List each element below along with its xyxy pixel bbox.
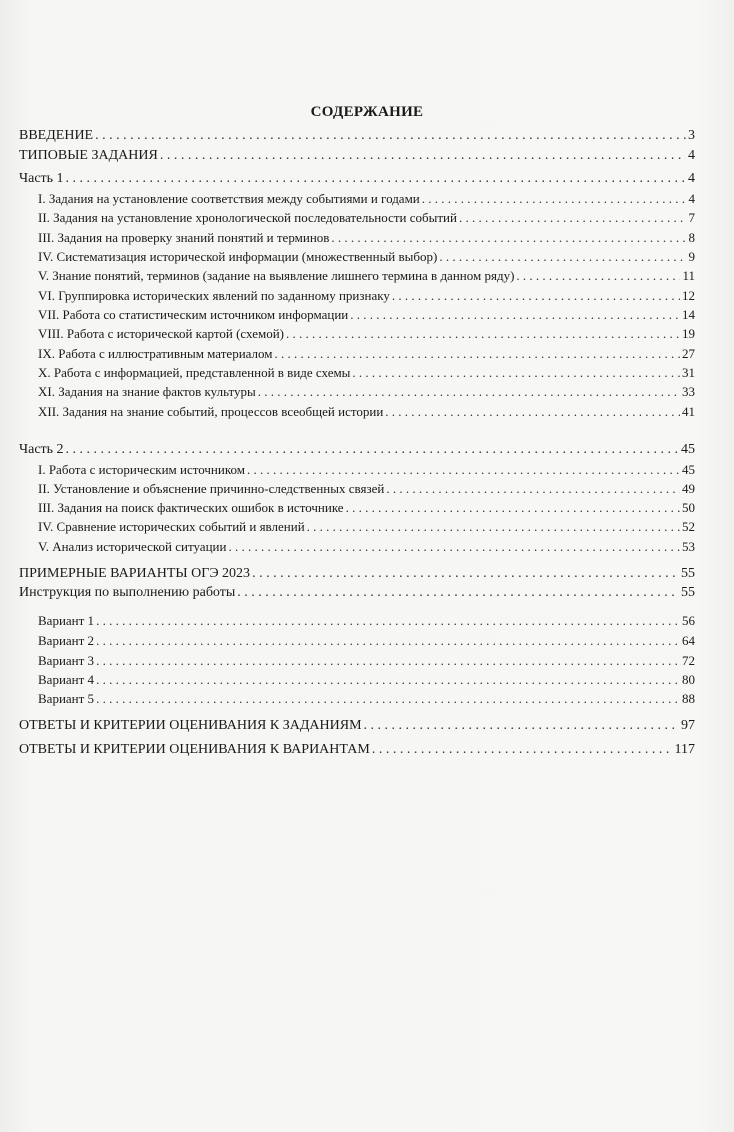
toc-entry-answers-tasks bbox=[19, 717, 695, 735]
toc-entry-sample-variants bbox=[19, 565, 695, 583]
toc-leader-dots bbox=[275, 345, 680, 363]
toc-entry-page: 12 bbox=[682, 288, 695, 303]
toc-entry-part1-item bbox=[38, 364, 695, 382]
toc-leader-dots bbox=[95, 127, 686, 145]
toc-leader-dots bbox=[439, 248, 686, 266]
toc-leader-dots bbox=[96, 671, 680, 689]
page-title: СОДЕРЖАНИЕ bbox=[310, 104, 424, 120]
toc-entry-page: 49 bbox=[682, 481, 695, 496]
toc-entry-page: 64 bbox=[682, 633, 695, 648]
toc-entry-text: Часть 2 bbox=[19, 442, 64, 457]
toc-entry-page: 88 bbox=[682, 691, 695, 706]
toc-entry-part1-item bbox=[38, 229, 695, 247]
toc-leader-dots bbox=[392, 287, 680, 305]
toc-entry-page: 11 bbox=[682, 268, 695, 283]
toc-entry-part1-item bbox=[38, 190, 695, 208]
toc-entry-page: 14 bbox=[682, 307, 695, 322]
toc-entry-text: XII. Задания на знание событий, процессов всеобщей истории bbox=[38, 404, 384, 419]
toc-entry-part1-item bbox=[38, 403, 695, 421]
toc-entry-text: IX. Работа с иллюстративным материалом bbox=[38, 346, 273, 361]
toc-leader-dots bbox=[96, 652, 680, 670]
toc-entry-text: ОТВЕТЫ И КРИТЕРИИ ОЦЕНИВАНИЯ К ЗАДАНИЯМ bbox=[19, 718, 362, 733]
toc-leader-dots bbox=[350, 306, 680, 324]
toc-leader-dots bbox=[96, 632, 680, 650]
toc-entry-page: 50 bbox=[682, 500, 695, 515]
toc-entry-variant bbox=[38, 690, 695, 708]
toc-entry-part1-item bbox=[38, 306, 695, 324]
toc-entry-text: I. Работа с историческим источником bbox=[38, 462, 245, 477]
toc-entry-text: VIII. Работа с исторической картой (схемой) bbox=[38, 326, 284, 341]
toc-leader-dots bbox=[459, 209, 687, 227]
toc-entry-part-1 bbox=[19, 170, 695, 188]
toc-entry-text: XI. Задания на знание фактов культуры bbox=[38, 384, 256, 399]
toc-leader-dots bbox=[307, 518, 680, 536]
toc-leader-dots bbox=[96, 690, 680, 708]
toc-entry-text: V. Знание понятий, терминов (задание на выявление лишнего термина в данном ряду) bbox=[38, 268, 515, 283]
toc-leader-dots bbox=[352, 364, 680, 382]
toc-entry-page: 8 bbox=[688, 230, 695, 245]
toc-entry-answers-variants bbox=[19, 741, 695, 759]
toc-entry-page: 72 bbox=[682, 653, 695, 668]
toc-entry-part2-item bbox=[38, 518, 695, 536]
toc-entry-page: 55 bbox=[681, 585, 695, 600]
toc-entry-page: 41 bbox=[682, 404, 695, 419]
toc-entry-text: Вариант 5 bbox=[38, 691, 95, 706]
toc-leader-dots bbox=[372, 741, 673, 759]
toc-leader-dots bbox=[346, 499, 680, 517]
toc-entry-text: ТИПОВЫЕ ЗАДАНИЯ bbox=[19, 148, 158, 163]
toc-entry-page: 80 bbox=[682, 672, 695, 687]
toc-entry-variant bbox=[38, 632, 695, 650]
toc-leader-dots bbox=[422, 190, 687, 208]
toc-entry-part1-item bbox=[38, 345, 695, 363]
toc-leader-dots bbox=[228, 538, 680, 556]
toc-entry-page: 56 bbox=[682, 613, 695, 628]
toc-entry-text: ОТВЕТЫ И КРИТЕРИИ ОЦЕНИВАНИЯ К ВАРИАНТАМ bbox=[19, 742, 370, 757]
toc-entry-text: III. Задания на поиск фактических ошибок в источнике bbox=[38, 500, 344, 515]
toc-entry-part2-item bbox=[38, 499, 695, 517]
toc-entry-text: V. Анализ исторической ситуации bbox=[38, 539, 227, 554]
toc-entry-part2-item bbox=[38, 480, 695, 498]
toc-entry-part1-item bbox=[38, 287, 695, 305]
toc-entry-page: 4 bbox=[688, 148, 695, 163]
toc-entry-variant bbox=[38, 652, 695, 670]
toc-entry-part2-item bbox=[38, 461, 695, 479]
toc-entry-variant bbox=[38, 671, 695, 689]
toc-entry-text: Вариант 3 bbox=[38, 653, 95, 668]
toc-entry-text: Часть 1 bbox=[19, 171, 64, 186]
toc-entry-text: I. Задания на установление соответствия между событиями и годами bbox=[38, 191, 420, 206]
toc-leader-dots bbox=[96, 612, 680, 630]
toc-entry-text: II. Задания на установление хронологической последовательности событий bbox=[38, 210, 457, 225]
toc-entry-text: ПРИМЕРНЫЕ ВАРИАНТЫ ОГЭ 2023 bbox=[19, 566, 251, 581]
toc-leader-dots bbox=[258, 383, 680, 401]
toc-entry-text: ВВЕДЕНИЕ bbox=[19, 128, 94, 143]
toc-leader-dots bbox=[66, 170, 686, 188]
toc-entry-part1-item bbox=[38, 325, 695, 343]
toc-entry-page: 45 bbox=[682, 462, 695, 477]
toc-entry-text: Вариант 4 bbox=[38, 672, 95, 687]
toc-entry-text: VI. Группировка исторических явлений по заданному признаку bbox=[38, 288, 390, 303]
toc-entry-page: 19 bbox=[682, 326, 695, 341]
toc-entry-page: 33 bbox=[682, 384, 695, 399]
toc-entry-text: Инструкция по выполнению работы bbox=[19, 585, 236, 600]
toc-entry-variant bbox=[38, 612, 695, 630]
toc-entry-page: 117 bbox=[674, 742, 695, 757]
toc-entry-page: 4 bbox=[688, 171, 695, 186]
toc-entry-part-2 bbox=[19, 441, 695, 459]
toc-entry-part2-item bbox=[38, 538, 695, 556]
toc-entry-text: III. Задания на проверку знаний понятий и терминов bbox=[38, 230, 330, 245]
toc-leader-dots bbox=[247, 461, 680, 479]
toc-entry-part1-item bbox=[38, 248, 695, 266]
toc-entry-page: 4 bbox=[688, 191, 695, 206]
toc-entry-part1-item bbox=[38, 383, 695, 401]
toc-entry-text: X. Работа с информацией, представленной в виде схемы bbox=[38, 365, 351, 380]
toc-entry-text: IV. Сравнение исторических событий и явлений bbox=[38, 519, 305, 534]
toc-leader-dots bbox=[385, 403, 680, 421]
toc-entry-page: 45 bbox=[681, 442, 695, 457]
toc-entry-page: 31 bbox=[682, 365, 695, 380]
toc-leader-dots bbox=[386, 480, 680, 498]
toc-entry-page: 97 bbox=[681, 718, 695, 733]
toc-entry-page: 27 bbox=[682, 346, 695, 361]
toc-entry-instructions bbox=[19, 584, 695, 602]
toc-entry-text: Вариант 1 bbox=[38, 613, 95, 628]
toc-entry-page: 7 bbox=[688, 210, 695, 225]
toc-leader-dots bbox=[237, 584, 679, 602]
toc-entry-page: 52 bbox=[682, 519, 695, 534]
toc-leader-dots bbox=[516, 267, 680, 285]
toc-entry-text: VII. Работа со статистическим источником информации bbox=[38, 307, 349, 322]
toc-leader-dots bbox=[286, 325, 680, 343]
toc-leader-dots bbox=[252, 565, 679, 583]
toc-entry-typical-tasks bbox=[19, 147, 695, 165]
toc-entry-page: 55 bbox=[681, 566, 695, 581]
toc-entry-text: IV. Систематизация исторической информации (множественный выбор) bbox=[38, 249, 438, 264]
toc-leader-dots bbox=[66, 441, 679, 459]
toc-entry-part1-item bbox=[38, 209, 695, 227]
toc-entry-page: 53 bbox=[682, 539, 695, 554]
toc-leader-dots bbox=[331, 229, 686, 247]
toc-entry-introduction bbox=[19, 127, 695, 145]
toc-leader-dots bbox=[160, 147, 686, 165]
toc-leader-dots bbox=[364, 717, 679, 735]
toc-entry-page: 9 bbox=[688, 249, 695, 264]
toc-entry-text: Вариант 2 bbox=[38, 633, 95, 648]
toc-entry-page: 3 bbox=[688, 128, 695, 143]
toc-entry-text: II. Установление и объяснение причинно-следственных связей bbox=[38, 481, 385, 496]
toc-entry-part1-item bbox=[38, 267, 695, 285]
